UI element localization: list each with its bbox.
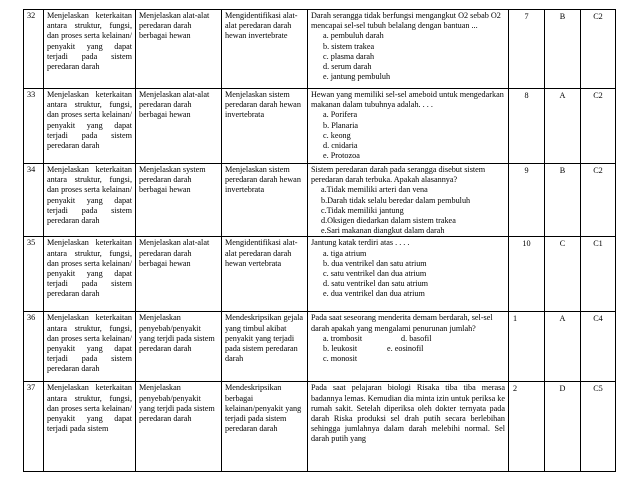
indicator-cell: Mengidentifikasi alat-alat peredaran darah hewan vertebrata (222, 237, 308, 312)
material-cell: Menjelaskan penyebab/penyakit yang terjdi pada sistem peredaran darah (136, 382, 222, 472)
material-cell: Menjelaskan system peredaran darah berbagai hewan (136, 164, 222, 237)
answer-options-row (311, 344, 505, 354)
answer-option: d. satu ventrikel dan satu atrium (323, 279, 429, 289)
question-cell (308, 10, 509, 89)
indicator-cell: Mendeskripsikan berbagai kelainan/penyakit yang terjadi pada sistem peredaran darah (222, 382, 308, 472)
question-cell (308, 312, 509, 382)
question-stem: Pada saat pelajaran biologi Risaka tiba tiba merasa badannya lemas. Kemudian dia minta izin untuk periksa ke rumah sakit. Setelah diperiksa oleh dokter ternyata pada darah Riska produksi sel drah putih secara berlebihan sehingga jumlahnya dalam darah melebihi normal. Sel darah putih yang (311, 383, 505, 444)
answer-option: b. sistem trakea (323, 41, 375, 51)
table-row (24, 237, 616, 312)
item-number: 7 (509, 10, 545, 89)
answer-option: d. serum darah (323, 62, 372, 72)
question-stem: Pada saat seseorang menderita demam berdarah, sel-sel darah apakah yang mengalami penurunan jumlah? (311, 313, 493, 333)
material-cell: Menjelaskan alat-alat peredaran darah berbagai hewan (136, 89, 222, 164)
answer-option: a. tiga atrium (323, 248, 367, 258)
answer-option: b. Planaria (323, 120, 359, 130)
row-number: 33 (24, 89, 44, 164)
answer-option: e. dua ventrikel dan dua atrium (323, 289, 425, 299)
cognitive-level: C4 (581, 312, 616, 382)
row-number: 37 (24, 382, 44, 472)
question-stem: Hewan yang memiliki sel-sel ameboid untuk mengedarkan makanan dalam tubuhnya adalah. . . . (311, 90, 504, 110)
answer-option: b. leukosit (323, 344, 358, 354)
cognitive-level: C2 (581, 164, 616, 237)
answer-option: c.Tidak memiliki jantung (321, 205, 404, 215)
answer-option: c. monosit (323, 354, 358, 364)
competency-cell: Menjelaskan keterkaitan antara struktur, fungsi, dan proses serta kelainan/ penyakit yang dapat terjadi pada sistem peredaran darah (44, 10, 136, 89)
material-cell: Menjelaskan alat-alat peredaran darah berbagai hewan (136, 237, 222, 312)
question-stem: Darah serangga tidak berfungsi mengangkut O2 sebab O2 mencapai sel-sel tubuh belalang dengan bantuan ... (311, 11, 501, 31)
answer-option: a. pembuluh darah (323, 31, 384, 41)
answer-option: e. eosinofil (387, 344, 424, 354)
indicator-cell: Mendeskripsikan gejala yang timbul akibat penyakit yang terjadi pada sistem peredaran darah (222, 312, 308, 382)
indicator-cell: Menjelaskan sistem peredaran darah hewan invertebrata (222, 89, 308, 164)
competency-cell: Menjelaskan keterkaitan antara struktur, fungsi, dan proses serta kelainan/ penyakit yang dapat terjadi pada sistem peredaran darah (44, 164, 136, 237)
item-number: 1 (509, 312, 545, 382)
material-cell: Menjelaskan alat-alat peredaran darah berbagai hewan (136, 10, 222, 89)
table-row (24, 382, 616, 472)
question-cell (308, 164, 509, 237)
row-number: 34 (24, 164, 44, 237)
answer-option: e. jantung pembuluh (323, 72, 391, 82)
answer-option: a. Porifera (323, 110, 358, 120)
answer-key: C (545, 237, 581, 312)
indicator-cell: Menjelaskan sistem peredaran darah hewan invertebrata (222, 164, 308, 237)
answer-option: a. trombosit (323, 333, 363, 343)
table-row (24, 10, 616, 89)
answer-option: c. satu ventrikel dan dua atrium (323, 269, 427, 279)
table-row (24, 89, 616, 164)
question-grid-table (23, 9, 616, 472)
answer-key: A (545, 312, 581, 382)
answer-option: b.Darah tidak selalu beredar dalam pembuluh (321, 195, 471, 205)
item-number: 9 (509, 164, 545, 237)
cognitive-level: C5 (581, 382, 616, 472)
row-number: 32 (24, 10, 44, 89)
answer-option: c. plasma darah (323, 51, 375, 61)
competency-cell: Menjelaskan keterkaitan antara struktur, fungsi, dan proses serta kelainan/ penyakit yang dapat terjadi pada sistem peredaran darah (44, 89, 136, 164)
indicator-cell: Mengidentifikasi alat-alat peredaran darah hewan invertebrate (222, 10, 308, 89)
competency-cell: Menjelaskan keterkaitan antara struktur, fungsi, dan proses serta kelainan/ penyakit yang dapat terjadi pada sistem (44, 382, 136, 472)
cognitive-level: C2 (581, 89, 616, 164)
answer-option: d. cnidaria (323, 141, 358, 151)
competency-cell: Menjelaskan keterkaitan antara struktur, fungsi, dan proses serta kelainan/ penyakit yang dapat terjadi pada sistem peredaran darah (44, 237, 136, 312)
answer-option: e.Sari makanan diangkut dalam darah (321, 226, 445, 236)
table-row (24, 164, 616, 237)
competency-cell: Menjelaskan keterkaitan antara struktur, fungsi, dan proses serta kelainan/ penyakit yang dapat terjadi pada sistem peredaran darah (44, 312, 136, 382)
answer-option: e. Protozoa (323, 151, 360, 161)
item-number: 2 (509, 382, 545, 472)
answer-option: d.Oksigen diedarkan dalam sistem trakea (321, 216, 456, 226)
question-cell (308, 237, 509, 312)
question-cell (308, 382, 509, 472)
material-cell: Menjelaskan penyebab/penyakit yang terjdi pada sistem peredaran darah (136, 312, 222, 382)
row-number: 35 (24, 237, 44, 312)
question-stem: Jantung katak terdiri atas . . . . (311, 238, 410, 248)
table-row (24, 312, 616, 382)
item-number: 10 (509, 237, 545, 312)
question-stem: Sistem peredaran darah pada serangga disebut sistem peredaran darah terbuka. Apakah alasannya? (311, 165, 486, 185)
row-number: 36 (24, 312, 44, 382)
answer-option: c. keong (323, 130, 351, 140)
answer-key: B (545, 164, 581, 237)
item-number: 8 (509, 89, 545, 164)
answer-key: D (545, 382, 581, 472)
cognitive-level: C2 (581, 10, 616, 89)
cognitive-level: C1 (581, 237, 616, 312)
answer-option: a.Tidak memiliki arteri dan vena (321, 185, 428, 195)
answer-options-row (311, 354, 505, 364)
answer-key: A (545, 89, 581, 164)
answer-options-row (311, 334, 505, 344)
answer-option: d. basofil (401, 333, 432, 343)
question-cell (308, 89, 509, 164)
answer-option: b. dua ventrikel dan satu atrium (323, 258, 427, 268)
answer-key: B (545, 10, 581, 89)
